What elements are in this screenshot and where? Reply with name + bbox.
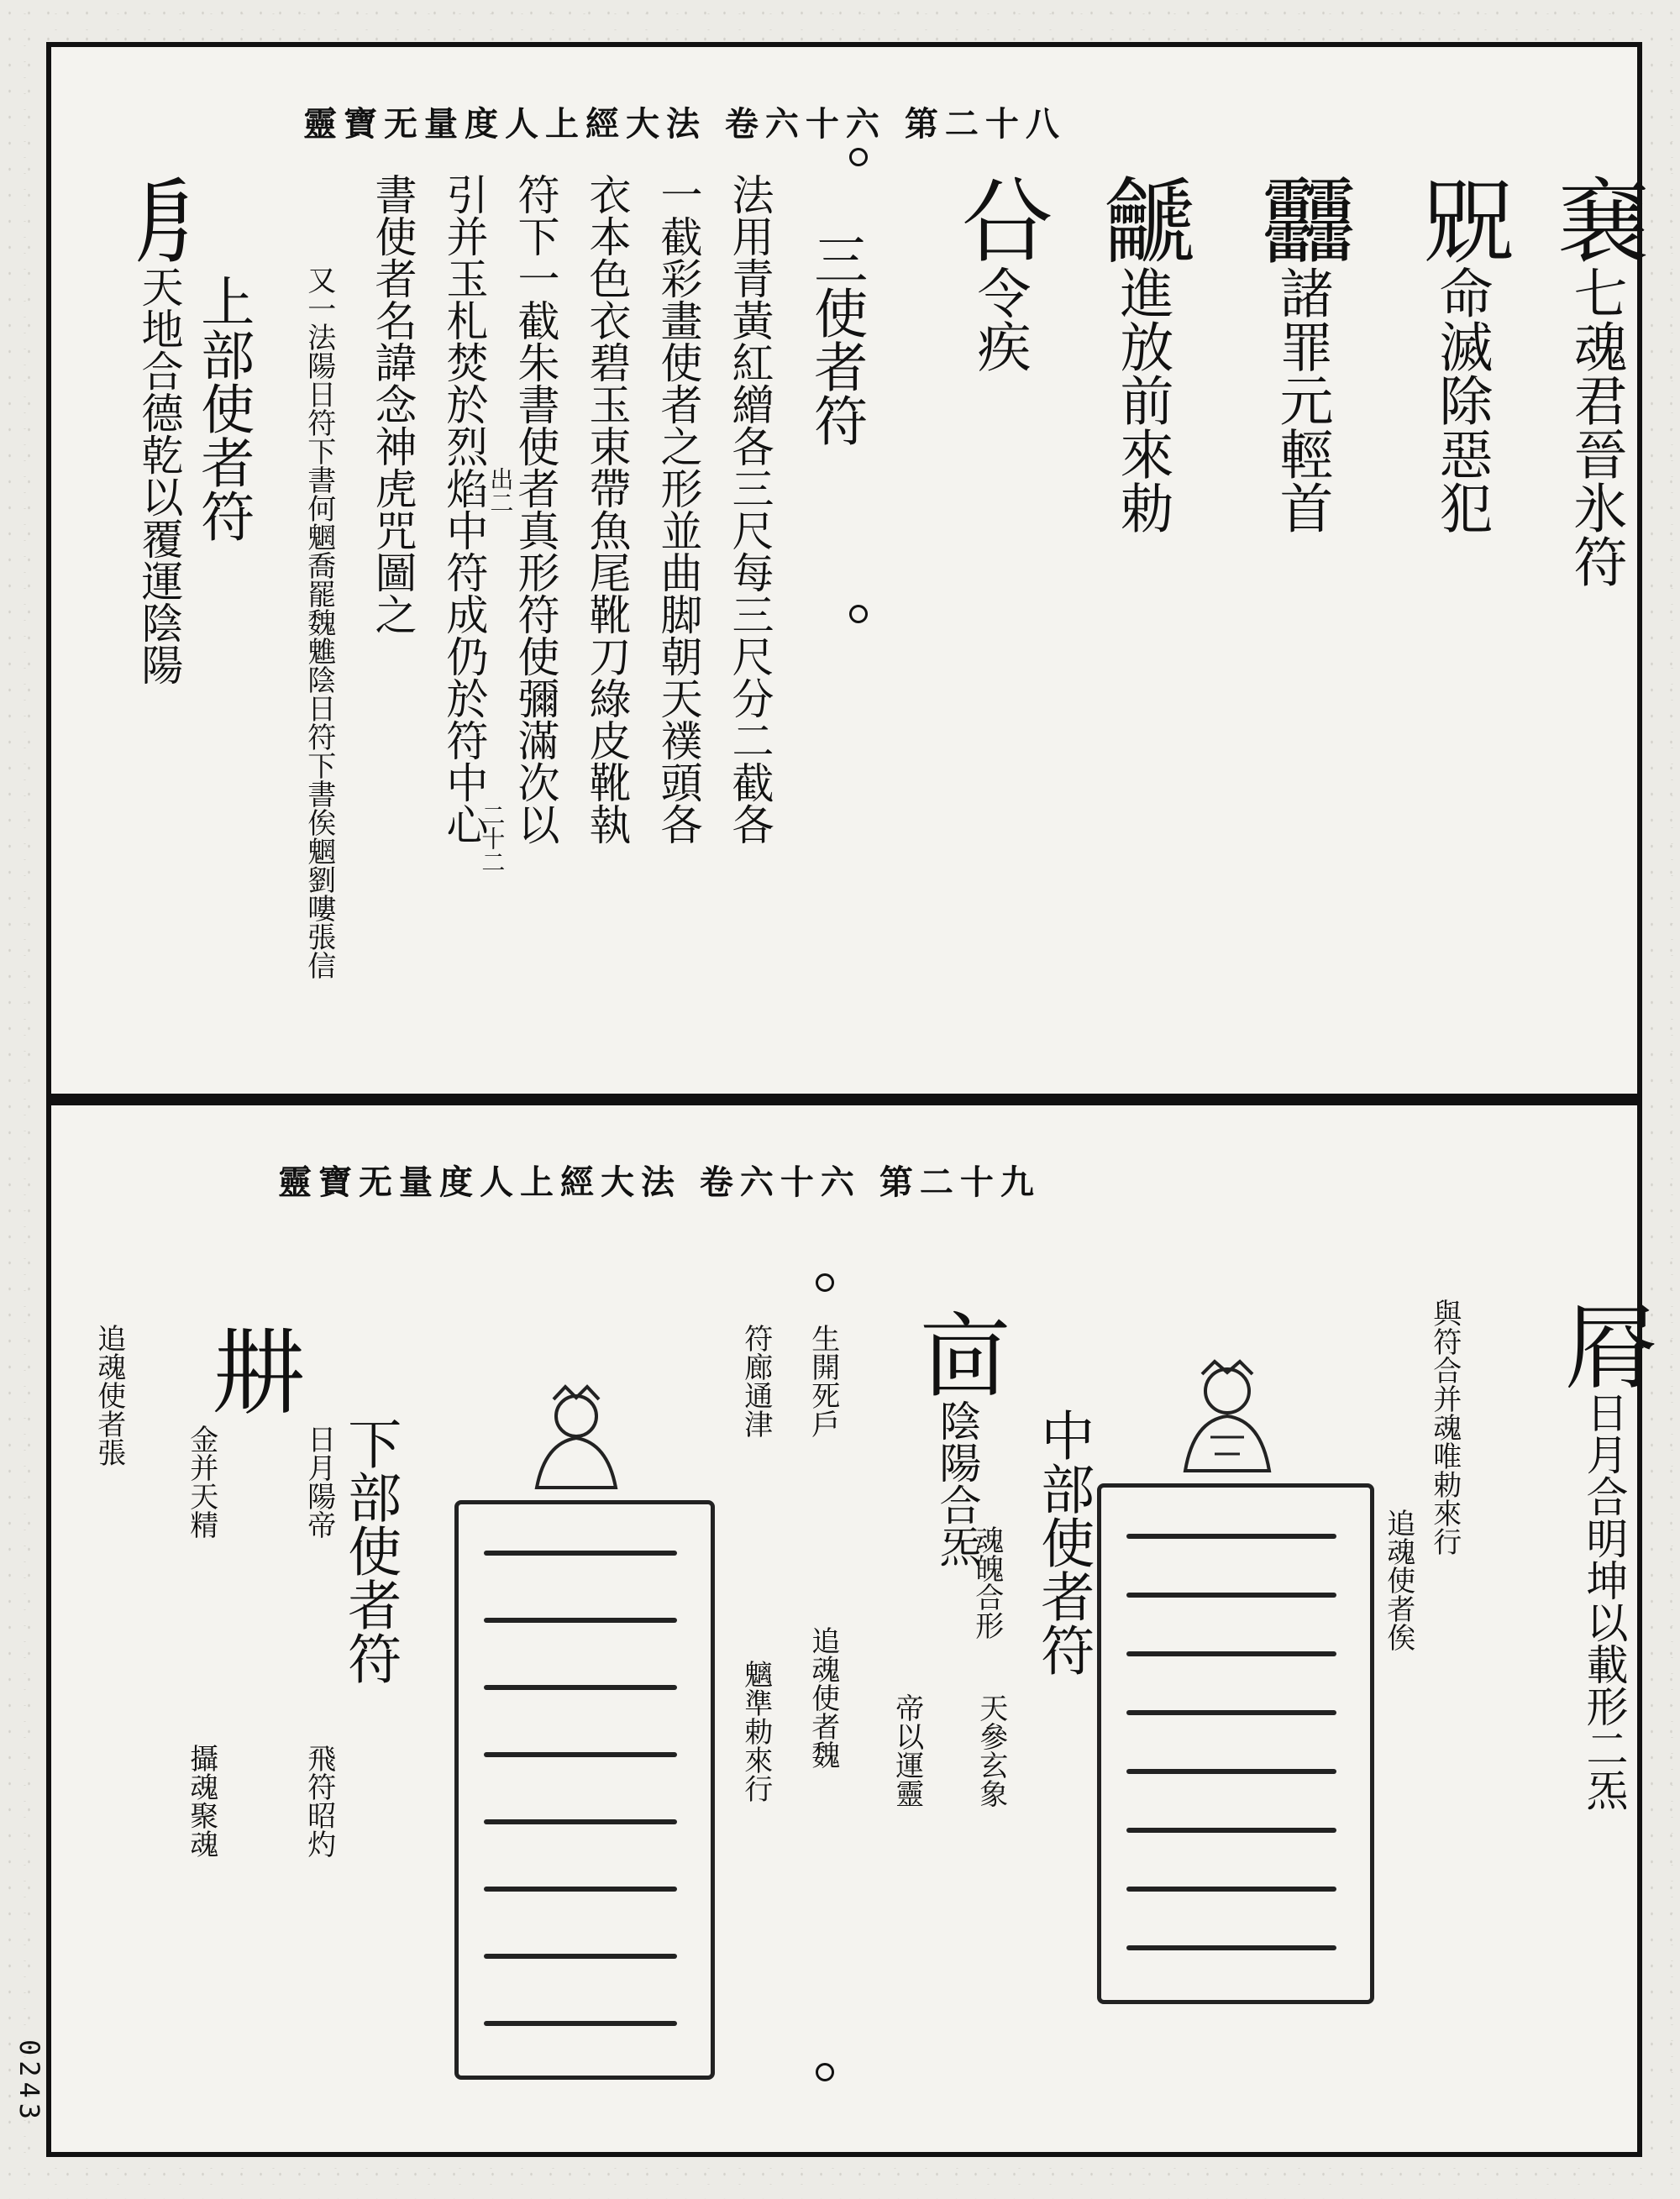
text-column: 金并天精 [184, 1425, 218, 1539]
talisman-glyph: 㒭 [1407, 173, 1515, 265]
talisman-column: 㐭陰陽合炁 [903, 1307, 1011, 1567]
register-mark [849, 148, 868, 166]
text-column: 書使者名諱念神虎咒圖之 [368, 173, 417, 635]
talisman-stroke [1126, 1945, 1336, 1950]
talisman-stroke [1126, 1593, 1336, 1598]
register-mark [816, 1273, 834, 1292]
section-title: 中部使者符 [1032, 1408, 1095, 1677]
talisman-glyph: 㐩 [197, 1324, 306, 1416]
deity-figure [505, 1383, 648, 1495]
talisman-column: 㞕日月合明坤以載形二炁 [1550, 1299, 1658, 1811]
talisman-stroke [484, 1887, 677, 1892]
talisman-stroke [484, 1819, 677, 1824]
page-divider [46, 1094, 1642, 1105]
text-column: 又一法陽日符下書何魍喬罷魏魋陰日符下書俟魍劉嘍張信 [302, 265, 336, 979]
page-top [51, 47, 1650, 1094]
text-column: 日月陽帝 [302, 1425, 336, 1539]
register-mark [816, 2063, 834, 2081]
text-column: 一截彩畫使者之形並曲脚朝天襆頭各 [654, 173, 703, 845]
text-column: 生開死戶 [806, 1324, 840, 1438]
talisman-column: 㐆天地合德乾以覆運陰陽 [105, 173, 213, 685]
text-column: 符廊通津 [738, 1324, 773, 1438]
register-mark [849, 605, 868, 623]
talisman-glyph: 㐭 [903, 1307, 1011, 1399]
page-header: 靈寶无量度人上經大法 卷六十六 第二十九 [278, 1162, 1041, 1202]
talisman-column: 㒭命滅除惡犯 [1407, 173, 1515, 534]
talisman-glyph: 䨻 [1247, 173, 1356, 265]
text-column: 天參玄象 [974, 1693, 1008, 1808]
talisman-stroke [1126, 1887, 1336, 1892]
talisman-stroke [484, 1954, 677, 1959]
talisman-column: 㕣令疾 [945, 173, 1053, 373]
section-title: 三使者符 [805, 232, 868, 447]
talisman-glyph: 䶵 [1088, 173, 1196, 265]
deity-figure [1152, 1357, 1303, 1478]
talisman-stroke [1126, 1828, 1336, 1833]
text-column: 飛符昭灼 [302, 1744, 336, 1858]
text-column: 追魂使者張 [92, 1324, 126, 1467]
talisman-glyph: 㞕 [1550, 1299, 1658, 1391]
talisman-seal [1097, 1483, 1374, 2004]
talisman-glyph: 㐆 [105, 173, 213, 265]
section-title: 下部使者符 [339, 1416, 402, 1685]
marginal-note: 出二 [486, 467, 515, 514]
text-column: 魑準勅來行 [738, 1660, 773, 1803]
text-column: 法用青黃紅繒各三尺每三尺分二截各 [725, 173, 774, 845]
talisman-column: 䨻諸罪元輕首 [1247, 173, 1356, 534]
talisman-stroke [1126, 1651, 1336, 1656]
text-column: 帝以運靈 [890, 1693, 924, 1808]
talisman-stroke [484, 1752, 677, 1757]
text-column: 與符合并魂唯勅來行 [1427, 1299, 1462, 1556]
talisman-stroke [484, 1618, 677, 1623]
page-header: 靈寶无量度人上經大法 卷六十六 第二十八 [303, 104, 1066, 144]
talisman-glyph: 㕣 [945, 173, 1053, 265]
marginal-note: 二十二 [478, 803, 507, 874]
talisman-stroke [484, 2021, 677, 2026]
talisman-column [197, 1324, 306, 1416]
text-column: 追魂使者俟 [1381, 1509, 1415, 1651]
talisman-stroke [484, 1551, 677, 1556]
talisman-stroke [1126, 1769, 1336, 1774]
section-title: 上部使者符 [192, 274, 255, 543]
talisman-glyph: 㐮 [1541, 173, 1650, 265]
text-column: 攝魂聚魂 [184, 1744, 218, 1858]
talisman-column: 䶵進放前來勅 [1088, 173, 1196, 534]
talisman-stroke [484, 1685, 677, 1690]
text-column: 衣本色衣碧玉束帶魚尾靴刀綠皮靴執 [582, 173, 632, 845]
talisman-stroke [1126, 1534, 1336, 1539]
text-column: 引并玉札焚於烈焰中符成仍於符中心 [439, 173, 489, 845]
text-column: 追魂使者魏 [806, 1626, 840, 1769]
page-number: 0243 [13, 2039, 45, 2125]
page-bottom [51, 1105, 1658, 2152]
text-column: 魂魄合形 [969, 1525, 1004, 1640]
talisman-stroke [1126, 1710, 1336, 1715]
talisman-column: 㐮七魂君晉氷符 [1541, 173, 1650, 588]
text-column: 符下一截朱書使者真形符使彌滿次以 [511, 173, 560, 845]
talisman-seal [454, 1500, 715, 2080]
